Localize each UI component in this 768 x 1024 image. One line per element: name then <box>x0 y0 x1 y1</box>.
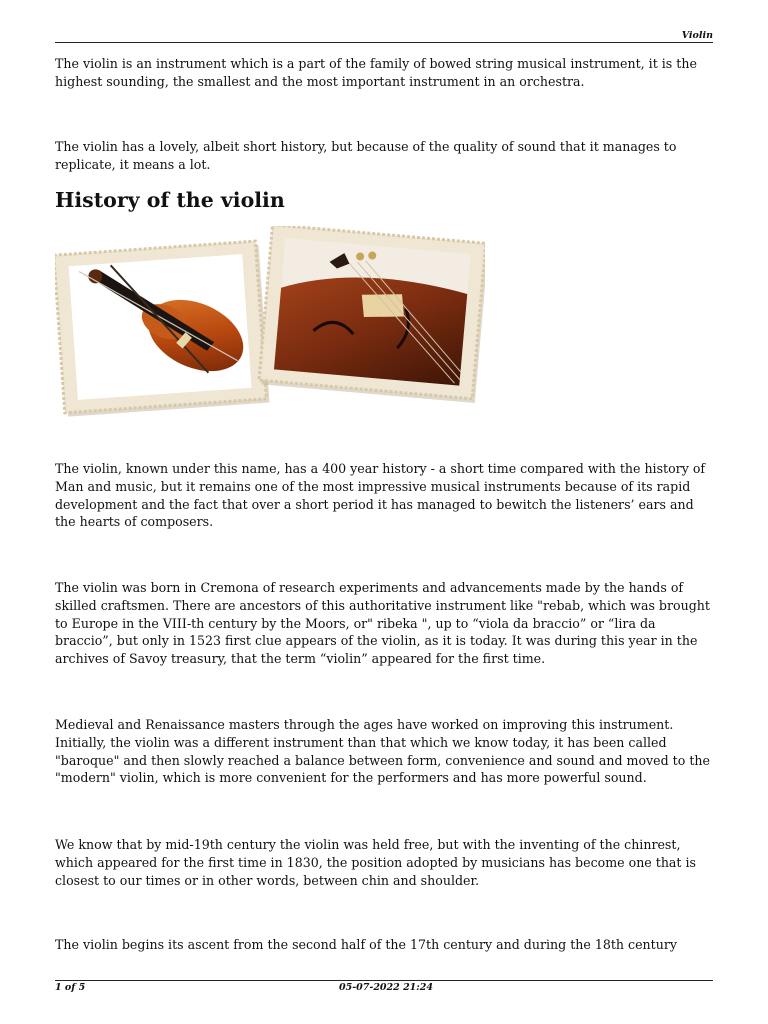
page-number: 1 of 5 <box>55 982 86 993</box>
violin-photos <box>55 226 485 418</box>
running-header-title: Violin <box>681 30 713 41</box>
document-page <box>55 0 713 1024</box>
print-date: 05-07-2022 21:24 <box>339 982 434 993</box>
section-heading: History of the violin <box>55 188 285 212</box>
body-paragraph: The violin, known under this name, has a 400 year history - a short time compared with the history of Man and music, but it remains one of the most impressive musical instruments because of its rapid development and the fact that over a short period it has managed to bewitch the listeners’ ears and the hearts of composers. <box>55 461 706 530</box>
body-paragraph: The violin was born in Cremona of research experiments and advancements made by the hands of skilled craftsmen. There are ancestors of this authoritative instrument like "rebab, which was brought to Europe in the VIII-th century by the Moors, or" ribeka ", up to “viola da braccio” or “lira da braccio”, but only in 1523 first clue appears of the violin, as it is today. It was during this year in the archives of Savoy treasury, that the term “violin” appeared for the first time. <box>55 580 710 667</box>
violin-photo-left <box>55 241 270 417</box>
body-paragraph: The violin begins its ascent from the second half of the 17th century and during the 18th century <box>55 937 677 952</box>
footer-rule <box>55 980 713 981</box>
violin-photo-collage <box>55 226 485 418</box>
header-rule <box>55 42 713 43</box>
violin-photo-right <box>259 226 485 403</box>
body-paragraph: We know that by mid-19th century the violin was held free, but with the inventing of the chinrest, which appeared for the first time in 1830, the position adopted by musicians has become one that is closest to our times or in other words, between chin and shoulder. <box>55 837 696 888</box>
intro-paragraph: The violin is an instrument which is a part of the family of bowed string musical instrument, it is the highest sounding, the smallest and the most important instrument in an orchestra. <box>55 56 697 89</box>
intro-paragraph-2: The violin has a lovely, albeit short history, but because of the quality of sound that it manages to replicate, it means a lot. <box>55 139 677 172</box>
body-paragraph: Medieval and Renaissance masters through the ages have worked on improving this instrument. Initially, the violin was a different instrument than that which we know today, it has been called "baroque" and then slowly reached a balance between form, convenience and sound and moved to the "modern" violin, which is more convenient for the performers and has more powerful sound. <box>55 717 710 786</box>
